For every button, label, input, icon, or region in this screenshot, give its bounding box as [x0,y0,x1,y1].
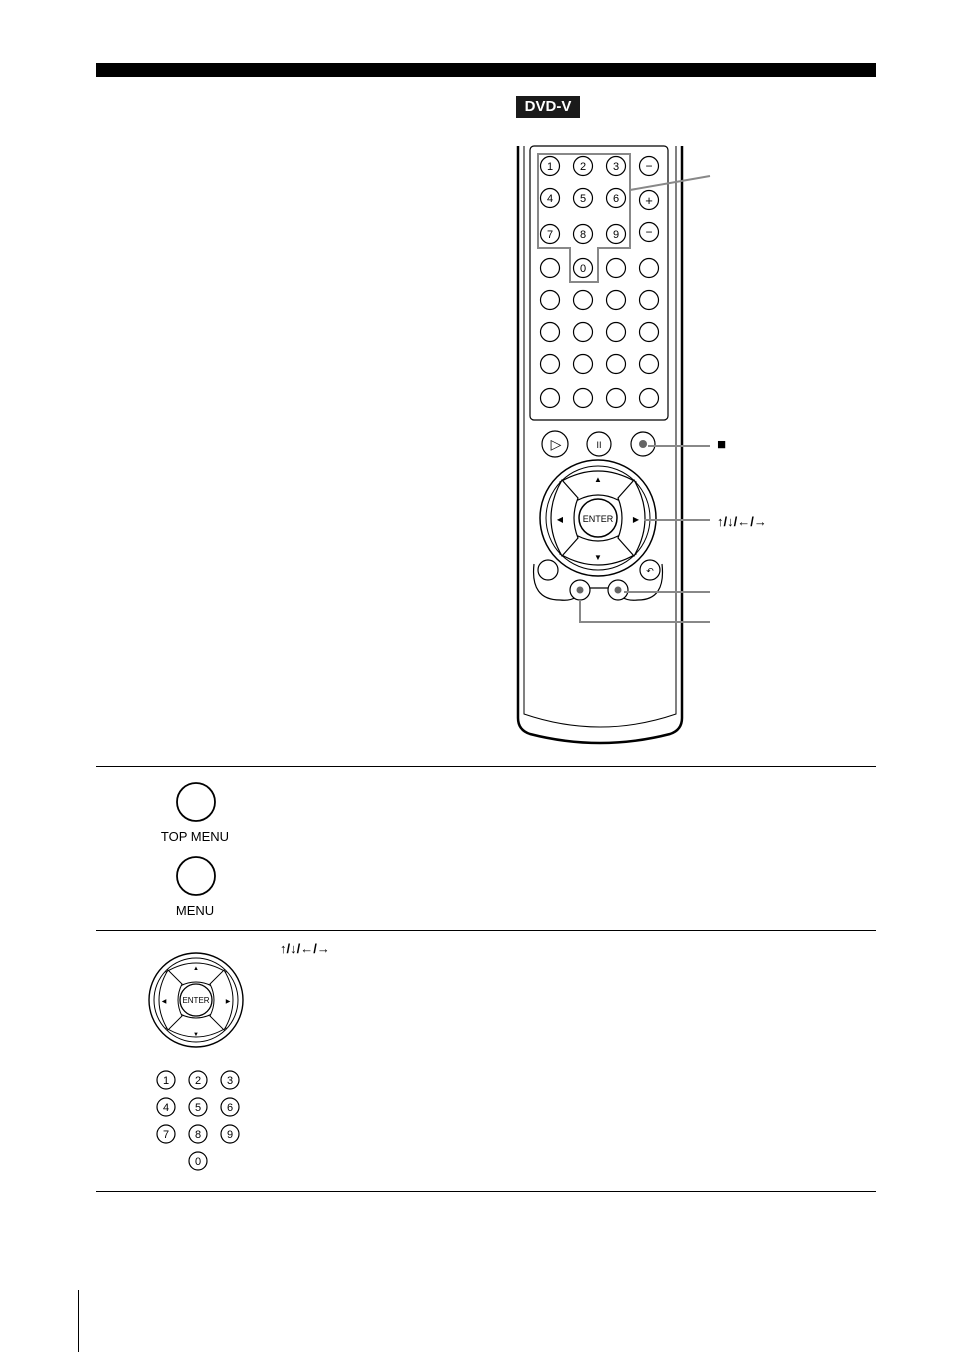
remote-button[interactable] [541,259,560,278]
play-icon: ▷ [550,436,562,452]
svg-text:▼: ▼ [193,1032,199,1038]
dpad-enter-label: ENTER [182,996,210,1005]
remote-button[interactable] [541,355,560,374]
remote-button[interactable] [574,291,593,310]
top-menu-caption: TOP MENU [160,829,230,844]
remote-digit-label: 8 [579,229,587,241]
header-rule [96,63,876,77]
arrows-heading: ↑/↓/←/→ [280,941,330,956]
table-rule-middle [96,930,876,931]
remote-digit-label: 7 [546,229,554,241]
remote-button[interactable] [541,389,560,408]
number-pad-icon [150,1066,250,1176]
enter-label: ENTER [582,514,614,524]
minus-label: − [645,225,653,239]
digit-label: 5 [194,1102,202,1114]
remote-button[interactable] [574,355,593,374]
menu-button-icon [174,854,218,898]
remote-control-illustration [500,140,820,760]
digit-label: 7 [162,1129,170,1141]
remote-digit-label: 0 [579,263,587,275]
digit-label: 1 [162,1075,170,1087]
table-rule-top [96,766,876,767]
remote-button[interactable] [607,291,626,310]
arrows-callout-label: ↑/↓/←/→ [717,514,767,529]
remote-button[interactable] [574,389,593,408]
remote-button[interactable] [607,355,626,374]
digit-label: 9 [226,1129,234,1141]
top-menu-button-icon [174,780,218,824]
remote-button[interactable] [640,291,659,310]
minus-label: − [645,159,653,173]
svg-text:▶: ▶ [225,999,231,1005]
remote-digit-label: 2 [579,161,587,173]
digit-label: 8 [194,1129,202,1141]
svg-text:▲: ▲ [193,966,199,972]
menu-caption: MENU [175,903,215,918]
dpad-icon [146,950,246,1050]
margin-line [78,1290,79,1352]
plus-label: + [645,193,653,208]
table-rule-bottom [96,1191,876,1192]
remote-digit-label: 1 [546,161,554,173]
remote-button[interactable] [607,389,626,408]
remote-button[interactable] [640,355,659,374]
up-arrow-icon: ▲ [594,475,602,484]
right-arrow-icon: ▶ [632,515,640,524]
remote-button[interactable] [607,259,626,278]
remote-button[interactable] [541,323,560,342]
down-arrow-icon: ▼ [594,553,602,562]
remote-button[interactable] [640,323,659,342]
remote-digit-label: 4 [546,193,554,205]
digit-label: 3 [226,1075,234,1087]
remote-button[interactable] [607,323,626,342]
return-icon: ↶ [646,566,654,576]
remote-button[interactable] [541,291,560,310]
stop-callout-label: ■ [717,436,727,453]
remote-button[interactable] [640,389,659,408]
remote-digit-label: 9 [612,229,620,241]
left-arrow-icon: ◀ [556,515,564,524]
pause-icon: II [596,440,602,450]
remote-digit-label: 6 [612,193,620,205]
digit-label: 6 [226,1102,234,1114]
svg-text:◀: ◀ [161,999,167,1005]
dvd-v-badge: DVD-V [516,96,580,118]
digit-label: 2 [194,1075,202,1087]
remote-button[interactable] [574,323,593,342]
remote-button[interactable] [640,259,659,278]
remote-digit-label: 3 [612,161,620,173]
stop-dot-icon [639,440,647,448]
remote-digit-label: 5 [579,193,587,205]
digit-label: 4 [162,1102,170,1114]
digit-label: 0 [194,1156,202,1168]
